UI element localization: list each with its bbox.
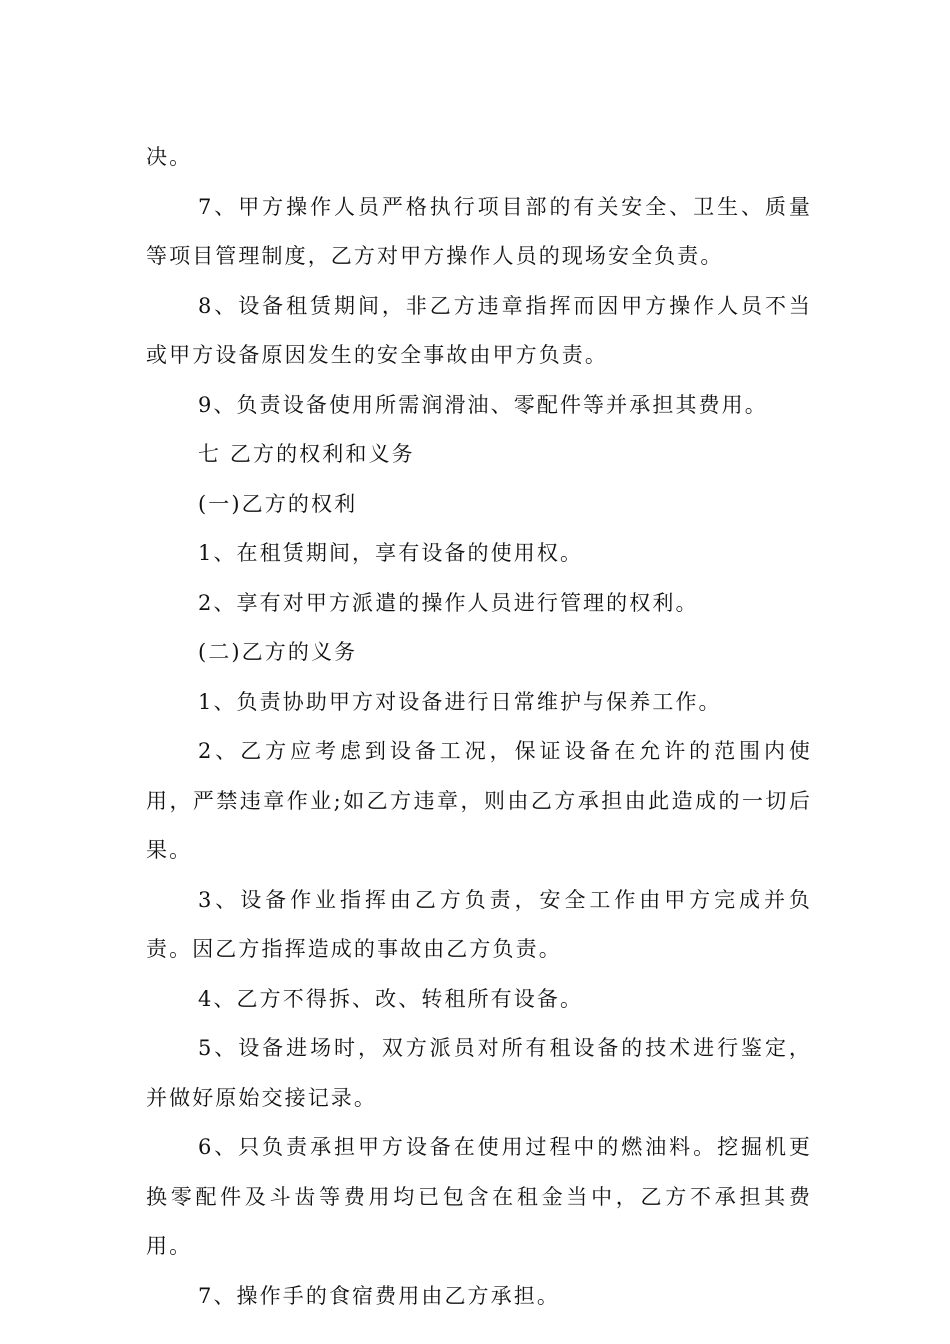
paragraph-operator-safety: 7、甲方操作人员严格执行项目部的有关安全、卫生、质量等项目管理制度，乙方对甲方操作人员的现场安全负责。 xyxy=(146,194,812,268)
section-heading-party-b: 七 乙方的权利和义务 xyxy=(198,442,415,466)
paragraph-right-2: 2、享有对甲方派遣的操作人员进行管理的权利。 xyxy=(198,590,699,615)
paragraph-obligation-6: 6、只负责承担甲方设备在使用过程中的燃油料。挖掘机更换零配件及斗齿等费用均已包含在租金当中，乙方不承担其费用。 xyxy=(146,1135,812,1258)
subsection-heading-obligations: (二)乙方的义务 xyxy=(198,640,358,664)
paragraph-obligation-7: 7、操作手的食宿费用由乙方承担。 xyxy=(198,1283,560,1308)
paragraph-accident-liability: 8、设备租赁期间，非乙方违章指挥而因甲方操作人员不当或甲方设备原因发生的安全事故由甲方负责。 xyxy=(146,293,812,367)
paragraph-obligation-1: 1、负责协助甲方对设备进行日常维护与保养工作。 xyxy=(198,689,722,714)
paragraph-obligation-3: 3、设备作业指挥由乙方负责，安全工作由甲方完成并负责。因乙方指挥造成的事故由乙方负责。 xyxy=(146,887,812,961)
paragraph-continuation: 决。 xyxy=(146,145,193,169)
subsection-heading-rights: (一)乙方的权利 xyxy=(198,491,358,516)
document-body xyxy=(146,133,812,1321)
paragraph-lubricant-costs: 9、负责设备使用所需润滑油、零配件等并承担其费用。 xyxy=(198,392,768,417)
paragraph-obligation-4: 4、乙方不得拆、改、转租所有设备。 xyxy=(198,986,584,1011)
paragraph-obligation-2: 2、乙方应考虑到设备工况，保证设备在允许的范围内使用，严禁违章作业;如乙方违章，则由乙方承担由此造成的一切后果。 xyxy=(146,739,812,862)
paragraph-right-1: 1、在租赁期间，享有设备的使用权。 xyxy=(198,541,584,565)
paragraph-obligation-5: 5、设备进场时，双方派员对所有租设备的技术进行鉴定，并做好原始交接记录。 xyxy=(146,1036,812,1110)
